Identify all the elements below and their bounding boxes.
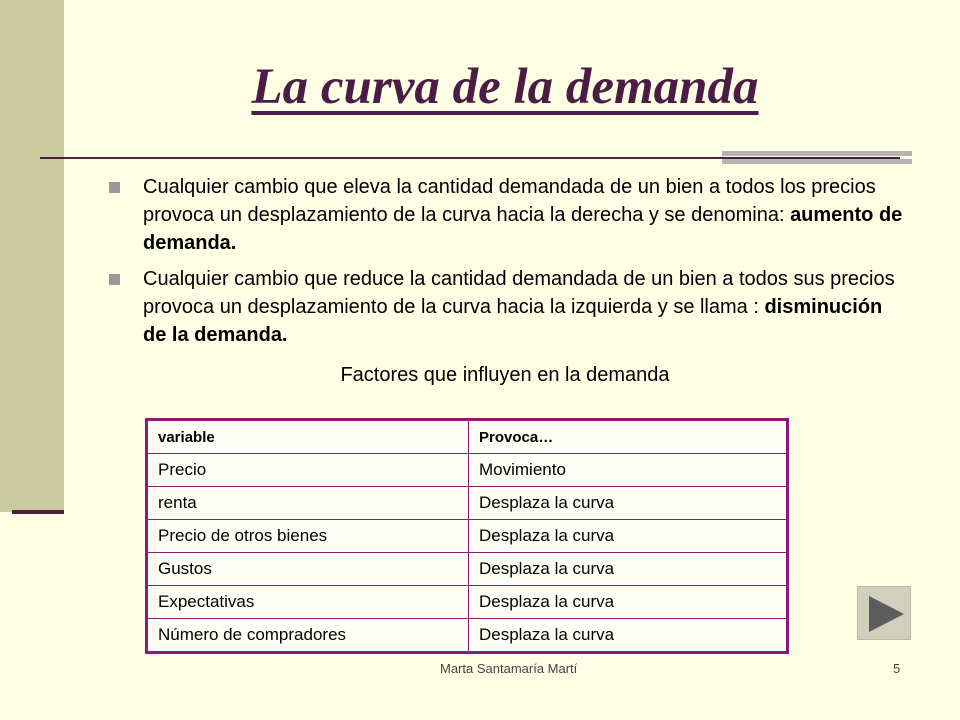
table-row <box>147 586 788 619</box>
table-cell: Desplaza la curva <box>469 553 788 586</box>
bullet-bold-text: disminución de la demanda. <box>143 296 883 346</box>
table-cell: Movimiento <box>469 454 788 487</box>
square-bullet-icon <box>109 274 120 285</box>
bullet-item <box>105 173 905 257</box>
table-row <box>147 553 788 586</box>
table-cell: Desplaza la curva <box>469 586 788 619</box>
square-bullet-icon <box>109 182 120 193</box>
table-header-cell: variable <box>147 420 469 454</box>
table-cell: Desplaza la curva <box>469 619 788 653</box>
next-slide-button[interactable] <box>857 586 911 640</box>
table-cell: Expectativas <box>147 586 469 619</box>
factors-table <box>145 418 789 654</box>
table-row <box>147 619 788 653</box>
table-cell: Desplaza la curva <box>469 520 788 553</box>
table-cell: Precio <box>147 454 469 487</box>
bullet-item <box>105 265 905 349</box>
bullet-text: Cualquier cambio que eleva la cantidad demandada de un bien a todos los precios provoca un desplazamiento de la curva hacia la derecha y se denomina: <box>143 176 876 226</box>
table-header-cell: Provoca… <box>469 420 788 454</box>
footer-author: Marta Santamaría Martí <box>440 661 578 676</box>
table-row <box>147 520 788 553</box>
table-cell: renta <box>147 487 469 520</box>
bullet-bold-text: aumento de demanda. <box>143 204 903 254</box>
play-next-icon <box>864 593 906 635</box>
bullet-text: Cualquier cambio que reduce la cantidad demandada de un bien a todos sus precios provoca un desplazamiento de la curva hacia la izquierda y se llama : <box>143 268 895 318</box>
page-number: 5 <box>893 661 901 676</box>
table-cell: Número de compradores <box>147 619 469 653</box>
bullet-list <box>105 173 905 357</box>
table-cell: Precio de otros bienes <box>147 520 469 553</box>
table-cell: Desplaza la curva <box>469 487 788 520</box>
title-divider-accent <box>722 151 912 164</box>
slide-title: La curva de la demanda <box>251 59 759 115</box>
table-row <box>147 454 788 487</box>
table-caption: Factores que influyen en la demanda <box>340 364 670 386</box>
left-band-rule <box>12 510 64 514</box>
table-row <box>147 487 788 520</box>
table-cell: Gustos <box>147 553 469 586</box>
table-header-row <box>147 420 788 454</box>
